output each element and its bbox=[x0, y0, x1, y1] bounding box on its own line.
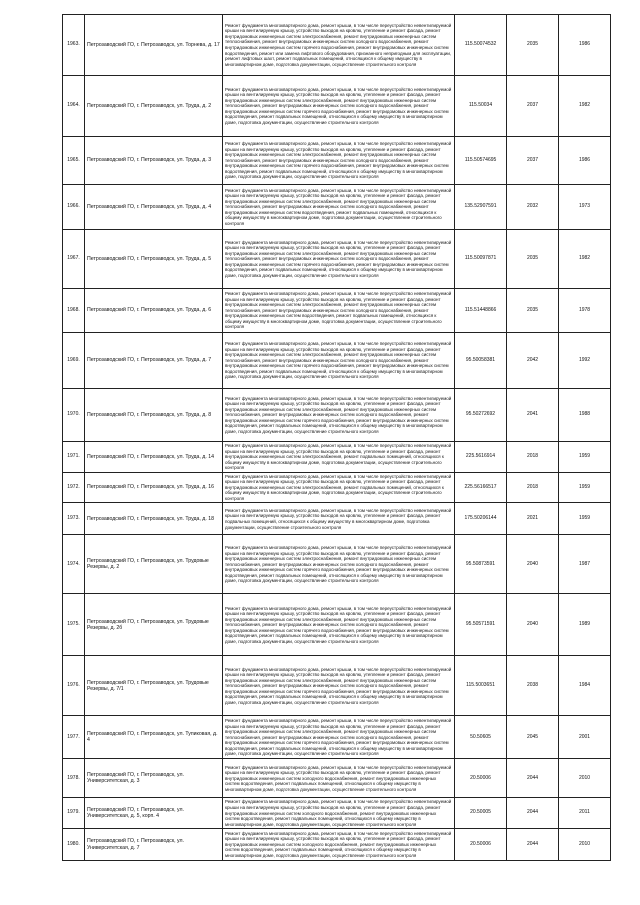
commission-year-cell: 1959 bbox=[559, 472, 611, 503]
commission-year-cell: 1959 bbox=[559, 442, 611, 473]
works-cell: Ремонт фундамента многоквартирного дома, ремонт крыши, в том числе переустройство невентилируемой крыши на вентилируемую крышу, устройство выходов на кровлю, утепление и ремонт фасада, ремонт внутридомовых инженерных систем электроснабжения, ремонт внутридомовых инженерных систем теплоснабжения, ремонт внутридомовых инженерных систем холодного водоснабжения, ремонт внутридомовых инженерных систем горячего водоснабжения, ремонт внутридомовых инженерных систем водоотведения, ремонт подвальных помещений, относящихся к общему имуществу в многоквартирном доме, подготовка документации, осуществление строительного контроля bbox=[223, 333, 455, 389]
works-cell: Ремонт фундамента многоквартирного дома, ремонт крыши, в том числе переустройство невентилируемой крыши на вентилируемую крышу, устройство выходов на кровлю, утепление и ремонт фасада, ремонт внутридомовых инженерных систем электроснабжения, ремонт внутридомовых инженерных систем теплоснабжения, ремонт внутридомовых инженерных систем холодного водоснабжения, ремонт внутридомовых инженерных систем горячего водоснабжения, ремонт внутридомовых инженерных систем водоотведения, ремонт подвальных помещений, относящихся к общему имуществу в многоквартирном доме, подготовка документации, осуществление строительного контроля bbox=[223, 76, 455, 137]
address-cell: Петрозаводский ГО, г. Петрозаводск, ул. Труда, д. 3 bbox=[85, 137, 223, 185]
table-row bbox=[63, 289, 611, 333]
row-number: 1973. bbox=[63, 503, 85, 535]
table-row bbox=[63, 76, 611, 137]
cost-cell: 20.50005 bbox=[455, 798, 507, 829]
planned-year-cell: 2044 bbox=[507, 759, 559, 798]
planned-year-cell: 2035 bbox=[507, 15, 559, 76]
address-cell: Петрозаводский ГО, г. Петрозаводск, ул. Университетская, д. 7 bbox=[85, 829, 223, 861]
repair-program-table bbox=[62, 14, 611, 861]
row-number: 1974. bbox=[63, 535, 85, 594]
cost-cell: 115.50097871 bbox=[455, 230, 507, 289]
table-row bbox=[63, 759, 611, 798]
planned-year-cell: 2044 bbox=[507, 798, 559, 829]
row-number: 1964. bbox=[63, 76, 85, 137]
address-cell: Петрозаводский ГО, г. Петрозаводск, ул. Университетская, д. 5, корп. 4 bbox=[85, 798, 223, 829]
cost-cell: 115.51448866 bbox=[455, 289, 507, 333]
cost-cell: 115.50034 bbox=[455, 76, 507, 137]
planned-year-cell: 2045 bbox=[507, 716, 559, 759]
works-cell: Ремонт фундамента многоквартирного дома, ремонт крыши, в том числе переустройство невентилируемой крыши на вентилируемую крышу, устройство выходов на кровлю, утепление и ремонт фасада, ремонт внутридомовых инженерных систем электроснабжения, ремонт внутридомовых инженерных систем теплоснабжения, ремонт внутридомовых инженерных систем холодного водоснабжения, ремонт внутридомовых инженерных систем водоотведения, ремонт подвальных помещений, относящихся к общему имуществу в многоквартирном доме, подготовка документации, осуществление строительного контроля bbox=[223, 185, 455, 230]
address-cell: Петрозаводский ГО, г. Петрозаводск, ул. Труда, д. 7 bbox=[85, 333, 223, 389]
row-number: 1972. bbox=[63, 472, 85, 503]
planned-year-cell: 2044 bbox=[507, 829, 559, 861]
address-cell: Петрозаводский ГО, г. Петрозаводск, ул. Университетская, д. 3 bbox=[85, 759, 223, 798]
table-row bbox=[63, 535, 611, 594]
planned-year-cell: 2018 bbox=[507, 442, 559, 473]
address-cell: Петрозаводский ГО, г. Петрозаводск, ул. Труда, д. 4 bbox=[85, 185, 223, 230]
table-row bbox=[63, 15, 611, 76]
commission-year-cell: 1959 bbox=[559, 503, 611, 535]
works-cell: Ремонт фундамента многоквартирного дома, ремонт крыши, в том числе переустройство невентилируемой крыши на вентилируемую крышу, устройство выходов на кровлю, утепление и ремонт фасада, ремонт внутридомовых инженерных систем электроснабжения, ремонт внутридомовых инженерных систем теплоснабжения, ремонт внутридомовых инженерных систем холодного водоснабжения, ремонт внутридомовых инженерных систем горячего водоснабжения, ремонт внутридомовых инженерных систем водоотведения, ремонт подвальных помещений, относящихся к общему имуществу в многоквартирном доме, подготовка документации, осуществление строительного контроля bbox=[223, 716, 455, 759]
row-number: 1967. bbox=[63, 230, 85, 289]
cost-cell: 225.56166517 bbox=[455, 472, 507, 503]
cost-cell: 225.5616914 bbox=[455, 442, 507, 473]
address-cell: Петрозаводский ГО, г. Петрозаводск, ул. Труда, д. 18 bbox=[85, 503, 223, 535]
planned-year-cell: 2035 bbox=[507, 230, 559, 289]
works-cell: Ремонт фундамента многоквартирного дома, ремонт крыши, в том числе переустройство невентилируемой крыши на вентилируемую крышу, устройство выходов на кровлю, утепление и ремонт фасада, ремонт внутридомовых инженерных систем электроснабжения, ремонт внутридомовых инженерных систем теплоснабжения, ремонт внутридомовых инженерных систем холодного водоснабжения, ремонт внутридомовых инженерных систем горячего водоснабжения, ремонт внутридомовых инженерных систем водоотведения, ремонт подвальных помещений, относящихся к общему имуществу в многоквартирном доме, подготовка документации, осуществление строительного контроля bbox=[223, 656, 455, 716]
planned-year-cell: 2032 bbox=[507, 185, 559, 230]
works-cell: Ремонт фундамента многоквартирного дома, ремонт крыши, в том числе переустройство невентилируемой крыши на вентилируемую крышу, устройство выходов на кровлю, утепление и ремонт фасада, ремонт внутридомовых инженерных систем холодного водоснабжения, ремонт внутридомовых инженерных систем водоотведения, ремонт подвальных помещений, относящихся к общему имуществу в многоквартирном доме, подготовка документации, осуществление строительного контроля bbox=[223, 829, 455, 861]
cost-cell: 95.50272692 bbox=[455, 389, 507, 442]
cost-cell: 20.50006 bbox=[455, 759, 507, 798]
table-row bbox=[63, 442, 611, 473]
works-cell: Ремонт фундамента многоквартирного дома, ремонт крыши, в том числе переустройство невентилируемой крыши на вентилируемую крышу, устройство выходов на кровлю, утепление и ремонт фасада, ремонт внутридомовых инженерных систем электроснабжения, ремонт внутридомовых инженерных систем теплоснабжения, ремонт внутридомовых инженерных систем холодного водоснабжения, ремонт внутридомовых инженерных систем горячего водоснабжения, ремонт внутридомовых инженерных систем водоотведения, ремонт подвальных помещений, относящихся к общему имуществу в многоквартирном доме, подготовка документации, осуществление строительного контроля bbox=[223, 535, 455, 594]
planned-year-cell: 2018 bbox=[507, 472, 559, 503]
commission-year-cell: 1982 bbox=[559, 230, 611, 289]
row-number: 1980. bbox=[63, 829, 85, 861]
table-row bbox=[63, 503, 611, 535]
cost-cell: 95.50571591 bbox=[455, 594, 507, 656]
commission-year-cell: 2011 bbox=[559, 798, 611, 829]
row-number: 1970. bbox=[63, 389, 85, 442]
row-number: 1969. bbox=[63, 333, 85, 389]
commission-year-cell: 1982 bbox=[559, 76, 611, 137]
row-number: 1966. bbox=[63, 185, 85, 230]
works-cell: Ремонт фундамента многоквартирного дома, ремонт крыши, в том числе переустройство невентилируемой крыши на вентилируемую крышу, устройство выходов на кровлю, утепление и ремонт фасада, ремонт внутридомовых инженерных систем электроснабжения, ремонт внутридомовых инженерных систем теплоснабжения, ремонт внутридомовых инженерных систем холодного водоснабжения, ремонт внутридомовых инженерных систем горячего водоснабжения, ремонт внутридомовых инженерных систем водоотведения, ремонт подвальных помещений, относящихся к общему имуществу в многоквартирном доме, подготовка документации, осуществление строительного контроля bbox=[223, 389, 455, 442]
table-row bbox=[63, 798, 611, 829]
address-cell: Петрозаводский ГО, г. Петрозаводск, ул. Труда, д. 8 bbox=[85, 389, 223, 442]
planned-year-cell: 2040 bbox=[507, 594, 559, 656]
address-cell: Петрозаводский ГО, г. Петрозаводск, ул. Труда, д. 14 bbox=[85, 442, 223, 473]
commission-year-cell: 1992 bbox=[559, 333, 611, 389]
table-row bbox=[63, 594, 611, 656]
address-cell: Петрозаводский ГО, г. Петрозаводск, ул. Труда, д. 5 bbox=[85, 230, 223, 289]
cost-cell: 115.50574695 bbox=[455, 137, 507, 185]
cost-cell: 135.52907591 bbox=[455, 185, 507, 230]
cost-cell: 115.5003651 bbox=[455, 656, 507, 716]
table-row bbox=[63, 656, 611, 716]
works-cell: Ремонт фундамента многоквартирного дома, ремонт крыши, в том числе переустройство невентилируемой крыши на вентилируемую крышу, устройство выходов на кровлю, утепление и ремонт фасада, ремонт внутридомовых инженерных систем электроснабжения, ремонт внутридомовых инженерных систем теплоснабжения, ремонт внутридомовых инженерных систем холодного водоснабжения, ремонт внутридомовых инженерных систем горячего водоснабжения, ремонт внутридомовых инженерных систем водоотведения, ремонт подвальных помещений, относящихся к общему имуществу в многоквартирном доме, подготовка документации, осуществление строительного контроля bbox=[223, 230, 455, 289]
address-cell: Петрозаводский ГО, г. Петрозаводск, ул. Трудовые Резервы, д. 2 bbox=[85, 535, 223, 594]
table-row bbox=[63, 472, 611, 503]
table-row bbox=[63, 829, 611, 861]
works-cell: Ремонт фундамента многоквартирного дома, ремонт крыши, в том числе переустройство невентилируемой крыши на вентилируемую крышу, устройство выходов на кровлю, утепление и ремонт фасада, ремонт внутридомовых инженерных систем электроснабжения, ремонт внутридомовых инженерных систем теплоснабжения, ремонт внутридомовых инженерных систем холодного водоснабжения, ремонт внутридомовых инженерных систем горячего водоснабжения, ремонт внутридомовых инженерных систем водоотведения, ремонт подвальных помещений, относящихся к общему имуществу в многоквартирном доме, подготовка документации, осуществление строительного контроля bbox=[223, 594, 455, 656]
table-body bbox=[63, 15, 611, 861]
commission-year-cell: 1988 bbox=[559, 389, 611, 442]
row-number: 1977. bbox=[63, 716, 85, 759]
commission-year-cell: 2010 bbox=[559, 759, 611, 798]
commission-year-cell: 1984 bbox=[559, 656, 611, 716]
works-cell: Ремонт фундамента многоквартирного дома, ремонт крыши, в том числе переустройство невентилируемой крыши на вентилируемую крышу, устройство выходов на кровлю, утепление и ремонт фасада, ремонт внутридомовых инженерных систем холодного водоснабжения, ремонт внутридомовых инженерных систем водоотведения, ремонт подвальных помещений, относящихся к общему имуществу в многоквартирном доме, подготовка документации, осуществление строительного контроля bbox=[223, 759, 455, 798]
works-cell: Ремонт фундамента многоквартирного дома, ремонт крыши, в том числе переустройство невентилируемой крыши на вентилируемую крышу, устройство выходов на кровлю, утепление и ремонт фасада, ремонт подвальных помещений, относящихся к общему имуществу в многоквартирном доме, подготовка документации, осуществление строительного контроля bbox=[223, 503, 455, 535]
address-cell: Петрозаводский ГО, г. Петрозаводск, ул. Трудовые Резервы, д. 2б bbox=[85, 594, 223, 656]
planned-year-cell: 2038 bbox=[507, 656, 559, 716]
works-cell: Ремонт фундамента многоквартирного дома, ремонт крыши, в том числе переустройство невентилируемой крыши на вентилируемую крышу, устройство выходов на кровлю, утепление и ремонт фасада, ремонт внутридомовых инженерных систем холодного водоснабжения, ремонт внутридомовых инженерных систем водоотведения, ремонт подвальных помещений, относящихся к общему имуществу в многоквартирном доме, подготовка документации, осуществление строительного контроля bbox=[223, 798, 455, 829]
works-cell: Ремонт фундамента многоквартирного дома, ремонт крыши, в том числе переустройство невентилируемой крыши на вентилируемую крышу, устройство выходов на кровлю, утепление и ремонт фасада, ремонт внутридомовых инженерных систем электроснабжения, ремонт внутридомовых инженерных систем теплоснабжения, ремонт внутридомовых инженерных систем холодного водоснабжения, ремонт внутридомовых инженерных систем горячего водоснабжения, ремонт внутридомовых инженерных систем водоотведения, ремонт или замена лифтового оборудования, признанного непригодным для эксплуатации, ремонт лифтовых шахт, ремонт подвальных помещений, относящихся к общему имуществу в многоквартирном доме, подготовка документации, осуществление строительного контроля bbox=[223, 15, 455, 76]
works-cell: Ремонт фундамента многоквартирного дома, ремонт крыши, в том числе переустройство невентилируемой крыши на вентилируемую крышу, устройство выходов на кровлю, утепление и ремонт фасада, ремонт внутридомовых инженерных систем электроснабжения, ремонт внутридомовых инженерных систем теплоснабжения, ремонт внутридомовых инженерных систем холодного водоснабжения, ремонт внутридомовых инженерных систем горячего водоснабжения, ремонт внутридомовых инженерных систем водоотведения, ремонт подвальных помещений, относящихся к общему имуществу в многоквартирном доме, подготовка документации, осуществление строительного контроля bbox=[223, 137, 455, 185]
planned-year-cell: 2035 bbox=[507, 289, 559, 333]
row-number: 1978. bbox=[63, 759, 85, 798]
row-number: 1971. bbox=[63, 442, 85, 473]
works-cell: Ремонт фундамента многоквартирного дома, ремонт крыши, в том числе переустройство невентилируемой крыши на вентилируемую крышу, устройство выходов на кровлю, утепление и ремонт фасада, ремонт внутридомовых инженерных систем электроснабжения, ремонт внутридомовых инженерных систем теплоснабжения, ремонт внутридомовых инженерных систем холодного водоснабжения, ремонт внутридомовых инженерных систем водоотведения, ремонт подвальных помещений, относящихся к общему имуществу в многоквартирном доме, подготовка документации, осуществление строительного контроля bbox=[223, 289, 455, 333]
planned-year-cell: 2041 bbox=[507, 389, 559, 442]
cost-cell: 50.50605 bbox=[455, 716, 507, 759]
planned-year-cell: 2021 bbox=[507, 503, 559, 535]
address-cell: Петрозаводский ГО, г. Петрозаводск, ул. Трудовые Резервы, д. 7/1 bbox=[85, 656, 223, 716]
address-cell: Петрозаводский ГО, г. Петрозаводск, ул. Тупиковая, д. 4 bbox=[85, 716, 223, 759]
commission-year-cell: 1986 bbox=[559, 137, 611, 185]
address-cell: Петрозаводский ГО, г. Петрозаводск, ул. Труда, д. 16 bbox=[85, 472, 223, 503]
commission-year-cell: 1973 bbox=[559, 185, 611, 230]
address-cell: Петрозаводский ГО, г. Петрозаводск, ул. Труда, д. 6 bbox=[85, 289, 223, 333]
cost-cell: 95.50058381 bbox=[455, 333, 507, 389]
cost-cell: 95.50873591 bbox=[455, 535, 507, 594]
table-row bbox=[63, 230, 611, 289]
row-number: 1975. bbox=[63, 594, 85, 656]
table-row bbox=[63, 716, 611, 759]
commission-year-cell: 1986 bbox=[559, 15, 611, 76]
planned-year-cell: 2042 bbox=[507, 333, 559, 389]
row-number: 1976. bbox=[63, 656, 85, 716]
row-number: 1968. bbox=[63, 289, 85, 333]
commission-year-cell: 2010 bbox=[559, 829, 611, 861]
address-cell: Петрозаводский ГО, г. Петрозаводск, ул. Торнева, д. 17 bbox=[85, 15, 223, 76]
cost-cell: 175.50206144 bbox=[455, 503, 507, 535]
works-cell: Ремонт фундамента многоквартирного дома, ремонт крыши, в том числе переустройство невентилируемой крыши на вентилируемую крышу, устройство выходов на кровлю, утепление и ремонт фасада, ремонт внутридомовых инженерных систем электроснабжения, ремонт подвальных помещений, относящихся к общему имуществу в многоквартирном доме, подготовка документации, осуществление строительного контроля bbox=[223, 442, 455, 473]
row-number: 1979. bbox=[63, 798, 85, 829]
planned-year-cell: 2040 bbox=[507, 535, 559, 594]
planned-year-cell: 2037 bbox=[507, 137, 559, 185]
row-number: 1963. bbox=[63, 15, 85, 76]
cost-cell: 20.50006 bbox=[455, 829, 507, 861]
table-row bbox=[63, 137, 611, 185]
commission-year-cell: 1978 bbox=[559, 289, 611, 333]
address-cell: Петрозаводский ГО, г. Петрозаводск, ул. Труда, д. 2 bbox=[85, 76, 223, 137]
commission-year-cell: 1989 bbox=[559, 594, 611, 656]
table-row bbox=[63, 333, 611, 389]
table-row bbox=[63, 185, 611, 230]
table-row bbox=[63, 389, 611, 442]
cost-cell: 115.50074532 bbox=[455, 15, 507, 76]
row-number: 1965. bbox=[63, 137, 85, 185]
planned-year-cell: 2037 bbox=[507, 76, 559, 137]
works-cell: Ремонт фундамента многоквартирного дома, ремонт крыши, в том числе переустройство невентилируемой крыши на вентилируемую крышу, устройство выходов на кровлю, утепление и ремонт фасада, ремонт внутридомовых инженерных систем электроснабжения, ремонт подвальных помещений, относящихся к общему имуществу в многоквартирном доме, подготовка документации, осуществление строительного контроля bbox=[223, 472, 455, 503]
commission-year-cell: 2001 bbox=[559, 716, 611, 759]
commission-year-cell: 1987 bbox=[559, 535, 611, 594]
